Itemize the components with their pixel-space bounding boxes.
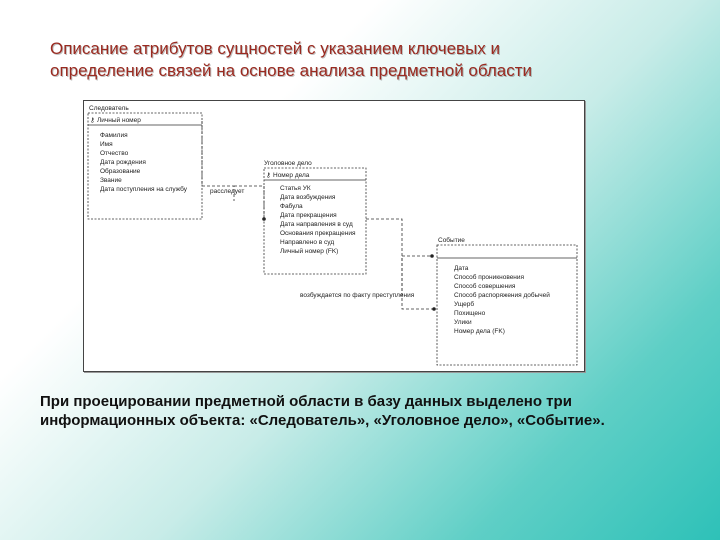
attribute: Образование [100, 168, 141, 175]
attribute: Дата рождения [100, 159, 146, 166]
attribute: Дата прекращения [280, 212, 337, 219]
key-icon: ⚷ [266, 172, 271, 179]
attribute: Дата поступления на службу [100, 186, 187, 193]
caption-line-1: При проецировании предметной области в базу данных выделено три [40, 393, 572, 410]
attribute: Фамилия [100, 132, 128, 139]
entity-key: Номер дела [273, 172, 310, 179]
key-icon: ⚷ [90, 117, 95, 124]
entity-name: Событие [438, 237, 465, 244]
attribute: Направлено в суд [280, 239, 335, 246]
attribute: Способ совершения [454, 283, 516, 290]
relationship-label: расследует [210, 188, 245, 195]
slide-title [50, 38, 670, 82]
entity-name: Уголовное дело [264, 160, 312, 167]
attribute: Способ проникновения [454, 274, 525, 281]
title-line-2: определение связей на основе анализа предметной области [50, 61, 533, 80]
attribute: Звание [100, 177, 122, 184]
attribute: Способ распоряжения добычей [454, 292, 550, 299]
attribute: Статья УК [280, 185, 311, 192]
attribute: Имя [100, 141, 113, 148]
er-diagram-canvas [84, 101, 584, 371]
relationship-investigates [202, 121, 266, 221]
entity-event [437, 236, 577, 365]
attribute: Отчество [100, 150, 129, 157]
attribute: Фабула [280, 203, 303, 210]
attribute: Дата возбуждения [280, 194, 336, 201]
relationship-label: возбуждается по факту преступления [300, 292, 415, 299]
attribute: Дата [454, 265, 469, 272]
attribute: Личный номер (FK) [280, 248, 339, 255]
attribute: Номер дела (FK) [454, 328, 505, 335]
entity-investigator [88, 105, 202, 219]
entity-criminal-case [264, 160, 366, 274]
er-diagram [83, 100, 585, 372]
title-line-1: Описание атрибутов сущностей с указанием ключевых и [50, 39, 501, 58]
attribute: Улики [454, 319, 472, 326]
attribute: Похищено [454, 310, 486, 317]
entity-key: Личный номер [97, 117, 141, 124]
entity-name: Следователь [89, 105, 129, 112]
attribute: Дата направления в суд [280, 221, 353, 228]
caption-line-2: информационных объекта: «Следователь», «Уголовное дело», «Событие». [40, 412, 605, 429]
attribute: Основания прекращения [280, 230, 356, 237]
slide-caption [40, 392, 690, 430]
attribute: Ущерб [454, 301, 475, 308]
